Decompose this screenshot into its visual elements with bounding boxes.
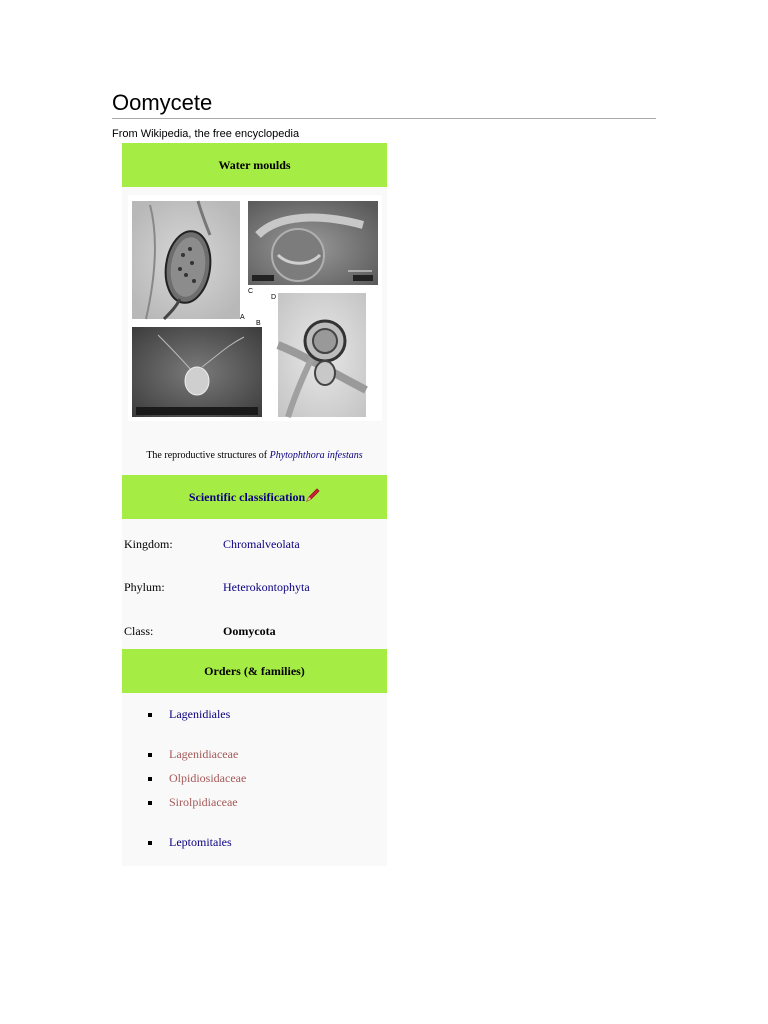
taxobox [122, 143, 387, 866]
panel-d-oospore [278, 293, 366, 417]
order-link-leptomitales[interactable]: Leptomitales [169, 835, 232, 849]
bullet-icon [148, 753, 152, 757]
edit-pencil-icon[interactable] [306, 488, 320, 506]
order-link-lagenidiales[interactable]: Lagenidiales [169, 707, 231, 721]
page-title: Oomycete [112, 90, 213, 115]
caption-prefix: The reproductive structures of [146, 450, 270, 461]
family-link-olpidiosidaceae[interactable]: Olpidiosidaceae [169, 771, 247, 785]
title-divider [112, 118, 656, 119]
header-orders-families [122, 649, 387, 693]
header-water-moulds-label: Water moulds [218, 157, 291, 172]
bullet-icon [148, 713, 152, 717]
panel-a-sporangium [132, 201, 240, 319]
header-scientific-classification [122, 475, 387, 519]
class-value: Oomycota [223, 624, 276, 638]
micrograph-collage [128, 195, 382, 421]
bullet-icon [148, 841, 152, 845]
header-water-moulds [122, 143, 387, 187]
kingdom-label: Kingdom: [124, 537, 173, 551]
kingdom-value-link[interactable]: Chromalveolata [223, 537, 300, 551]
class-label: Class: [124, 624, 154, 638]
bullet-icon [148, 777, 152, 781]
page-subtitle: From Wikipedia, the free encyclopedia [112, 128, 300, 140]
figure-caption [122, 450, 387, 461]
panel-b-zoospore [132, 327, 262, 417]
caption-species-link[interactable]: Phytophthora infestans [269, 450, 363, 461]
panel-b-label: B [256, 320, 261, 327]
family-link-lagenidiaceae[interactable]: Lagenidiaceae [169, 747, 239, 761]
phylum-value-link[interactable]: Heterokontophyta [223, 580, 310, 594]
family-link-sirolpidiaceae[interactable]: Sirolpidiaceae [169, 795, 238, 809]
panel-a-label: A [240, 314, 245, 321]
panel-c-label: C [248, 288, 254, 295]
orders-families-label: Orders (& families) [204, 663, 305, 678]
panel-d-label: D [271, 294, 277, 301]
bullet-icon [148, 801, 152, 805]
panel-c-sem [248, 201, 378, 285]
scientific-classification-link[interactable]: Scientific classification [188, 489, 306, 504]
reproductive-structures-figure[interactable] [128, 195, 382, 421]
phylum-label: Phylum: [124, 580, 165, 594]
